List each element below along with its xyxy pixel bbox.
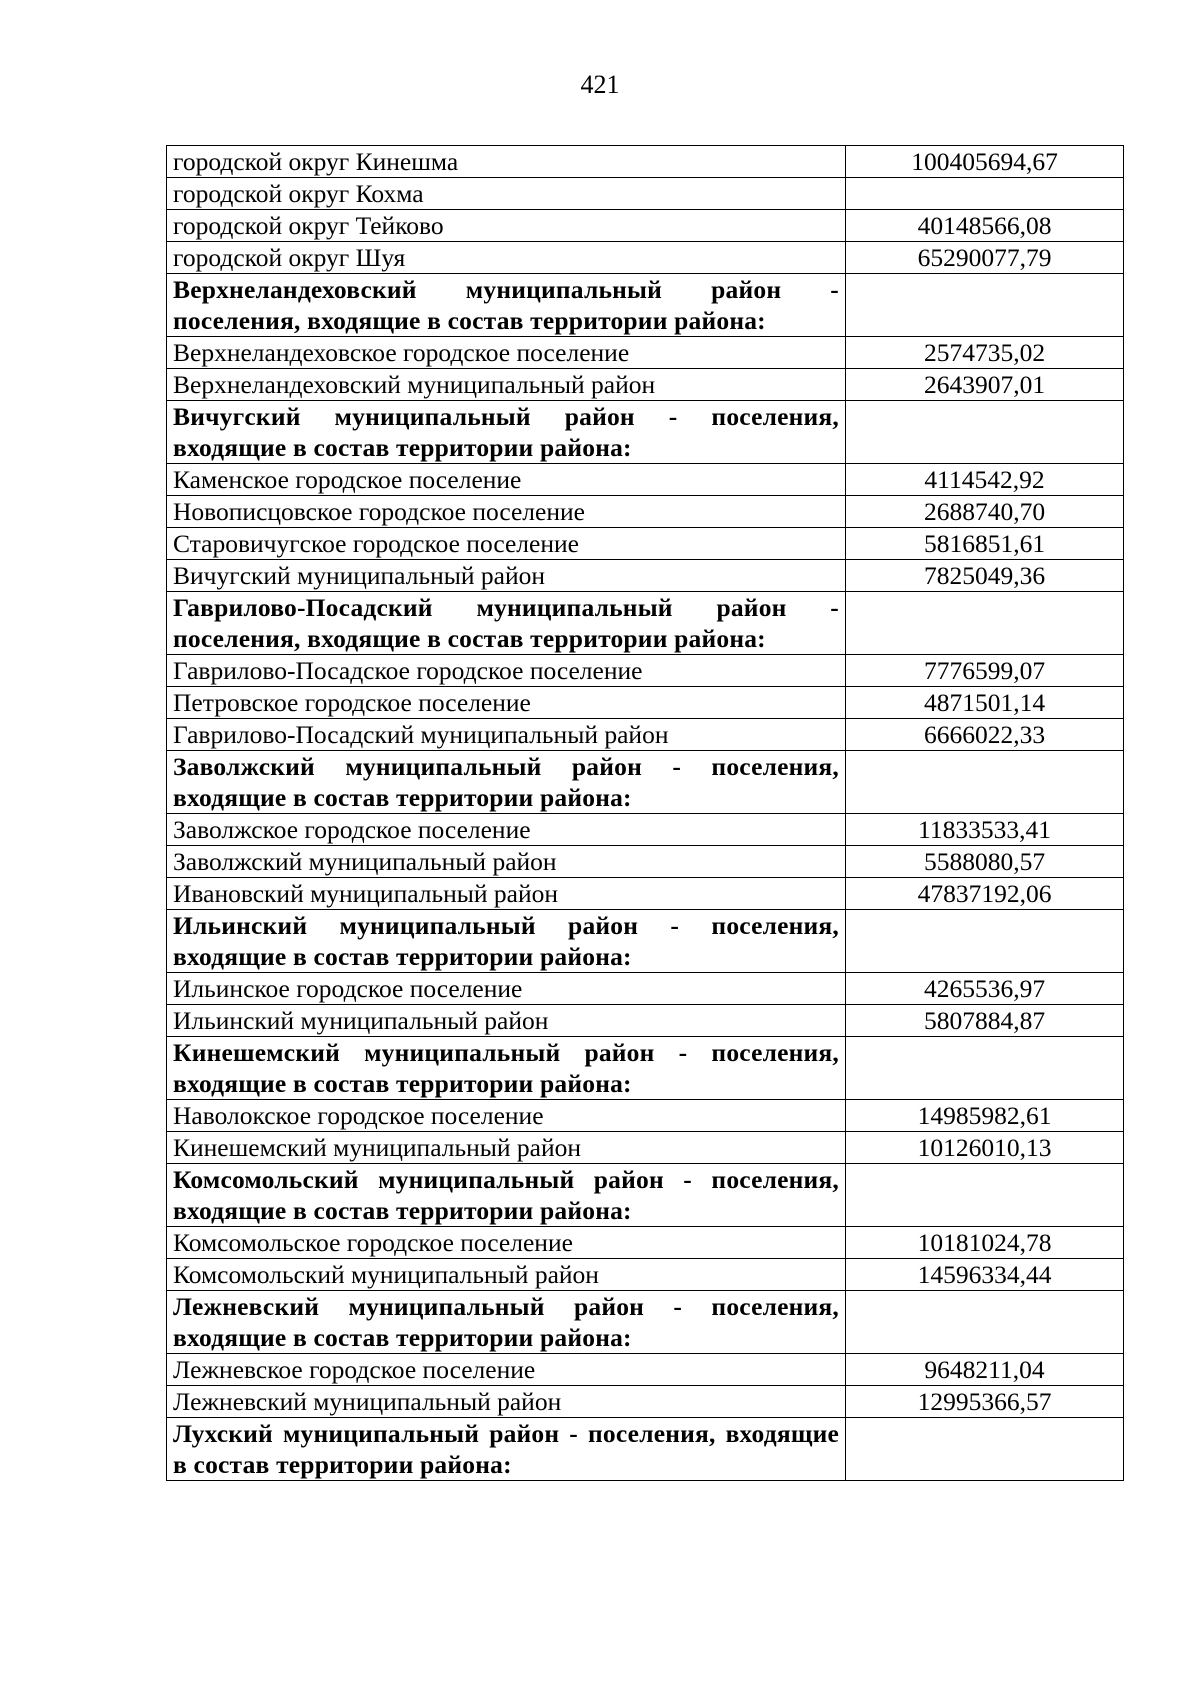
amount-cell: 14596334,44 — [846, 1259, 1124, 1291]
table-row — [167, 337, 1124, 369]
table-row — [167, 1386, 1124, 1418]
table-row — [167, 1132, 1124, 1164]
table-row — [167, 178, 1124, 210]
amount-cell: 5816851,61 — [846, 528, 1124, 560]
district-header-row — [167, 751, 1124, 814]
table-row — [167, 146, 1124, 178]
amount-cell: 12995366,57 — [846, 1386, 1124, 1418]
amount-cell: 100405694,67 — [846, 146, 1124, 178]
municipality-name: городской округ Шуя — [167, 242, 846, 274]
amount-cell — [846, 910, 1124, 973]
amount-cell — [846, 1037, 1124, 1100]
municipality-name: Верхнеландеховское городское поселение — [167, 337, 846, 369]
table-row — [167, 655, 1124, 687]
amount-cell — [846, 1291, 1124, 1354]
amount-cell: 7825049,36 — [846, 560, 1124, 592]
budget-table — [166, 145, 1124, 1481]
amount-cell: 14985982,61 — [846, 1100, 1124, 1132]
municipality-name: Лежневское городское поселение — [167, 1354, 846, 1386]
municipality-name: Наволокское городское поселение — [167, 1100, 846, 1132]
district-header-name: Ильинский муниципальный район - поселения, входящие в состав территории района: — [167, 910, 846, 973]
municipality-name: Гаврилово-Посадский муниципальный район — [167, 719, 846, 751]
municipality-name: Кинешемский муниципальный район — [167, 1132, 846, 1164]
municipality-name: Комсомольское городское поселение — [167, 1227, 846, 1259]
district-header-row — [167, 1418, 1124, 1481]
table-row — [167, 1227, 1124, 1259]
amount-cell: 4265536,97 — [846, 973, 1124, 1005]
district-header-name: Заволжский муниципальный район - поселения, входящие в состав территории района: — [167, 751, 846, 814]
district-header-name: Лежневский муниципальный район - поселения, входящие в состав территории района: — [167, 1291, 846, 1354]
table-row — [167, 1100, 1124, 1132]
district-header-name: Комсомольский муниципальный район - поселения, входящие в состав территории района: — [167, 1164, 846, 1227]
district-header-row — [167, 1291, 1124, 1354]
municipality-name: городской округ Кохма — [167, 178, 846, 210]
district-header-row — [167, 401, 1124, 464]
district-header-name: Верхнеландеховский муниципальный район - поселения, входящие в состав территории района: — [167, 274, 846, 337]
amount-cell: 5588080,57 — [846, 846, 1124, 878]
table-row — [167, 973, 1124, 1005]
table-row — [167, 719, 1124, 751]
municipality-name: городской округ Тейково — [167, 210, 846, 242]
district-header-row — [167, 910, 1124, 973]
municipality-name: Петровское городское поселение — [167, 687, 846, 719]
table-row — [167, 846, 1124, 878]
amount-cell: 10126010,13 — [846, 1132, 1124, 1164]
municipality-name: Заволжское городское поселение — [167, 814, 846, 846]
amount-cell — [846, 401, 1124, 464]
amount-cell — [846, 751, 1124, 814]
municipality-name: Верхнеландеховский муниципальный район — [167, 369, 846, 401]
table-row — [167, 814, 1124, 846]
amount-cell — [846, 592, 1124, 655]
amount-cell: 9648211,04 — [846, 1354, 1124, 1386]
district-header-row — [167, 1164, 1124, 1227]
municipality-name: Гаврилово-Посадское городское поселение — [167, 655, 846, 687]
table-row — [167, 1005, 1124, 1037]
municipality-name: Ивановский муниципальный район — [167, 878, 846, 910]
table-row — [167, 560, 1124, 592]
amount-cell: 4114542,92 — [846, 464, 1124, 496]
municipality-name: городской округ Кинешма — [167, 146, 846, 178]
table-row — [167, 242, 1124, 274]
municipality-name: Комсомольский муниципальный район — [167, 1259, 846, 1291]
amount-cell — [846, 178, 1124, 210]
district-header-name: Вичугский муниципальный район - поселения, входящие в состав территории района: — [167, 401, 846, 464]
amount-cell: 7776599,07 — [846, 655, 1124, 687]
amount-cell: 6666022,33 — [846, 719, 1124, 751]
district-header-name: Кинешемский муниципальный район - поселения, входящие в состав территории района: — [167, 1037, 846, 1100]
district-header-row — [167, 1037, 1124, 1100]
municipality-name: Заволжский муниципальный район — [167, 846, 846, 878]
amount-cell: 2688740,70 — [846, 496, 1124, 528]
district-header-row — [167, 274, 1124, 337]
amount-cell: 2643907,01 — [846, 369, 1124, 401]
district-header-row — [167, 592, 1124, 655]
table-row — [167, 1354, 1124, 1386]
amount-cell: 11833533,41 — [846, 814, 1124, 846]
municipality-name: Старовичугское городское поселение — [167, 528, 846, 560]
municipality-name: Ильинский муниципальный район — [167, 1005, 846, 1037]
table-row — [167, 496, 1124, 528]
municipality-name: Вичугский муниципальный район — [167, 560, 846, 592]
amount-cell — [846, 274, 1124, 337]
amount-cell — [846, 1164, 1124, 1227]
table-row — [167, 210, 1124, 242]
table-row — [167, 878, 1124, 910]
amount-cell: 2574735,02 — [846, 337, 1124, 369]
amount-cell: 5807884,87 — [846, 1005, 1124, 1037]
municipality-name: Каменское городское поселение — [167, 464, 846, 496]
table-row — [167, 687, 1124, 719]
district-header-name: Лухский муниципальный район - поселения, входящие в состав территории района: — [167, 1418, 846, 1481]
table-row — [167, 369, 1124, 401]
amount-cell: 47837192,06 — [846, 878, 1124, 910]
table-row — [167, 464, 1124, 496]
table-row — [167, 528, 1124, 560]
page-number: 421 — [580, 70, 620, 99]
amount-cell: 65290077,79 — [846, 242, 1124, 274]
amount-cell: 10181024,78 — [846, 1227, 1124, 1259]
amount-cell: 4871501,14 — [846, 687, 1124, 719]
amount-cell: 40148566,08 — [846, 210, 1124, 242]
district-header-name: Гаврилово-Посадский муниципальный район - поселения, входящие в состав территории района: — [167, 592, 846, 655]
municipality-name: Лежневский муниципальный район — [167, 1386, 846, 1418]
municipality-name: Новописцовское городское поселение — [167, 496, 846, 528]
table-row — [167, 1259, 1124, 1291]
table-body — [167, 146, 1124, 1481]
amount-cell — [846, 1418, 1124, 1481]
municipality-name: Ильинское городское поселение — [167, 973, 846, 1005]
